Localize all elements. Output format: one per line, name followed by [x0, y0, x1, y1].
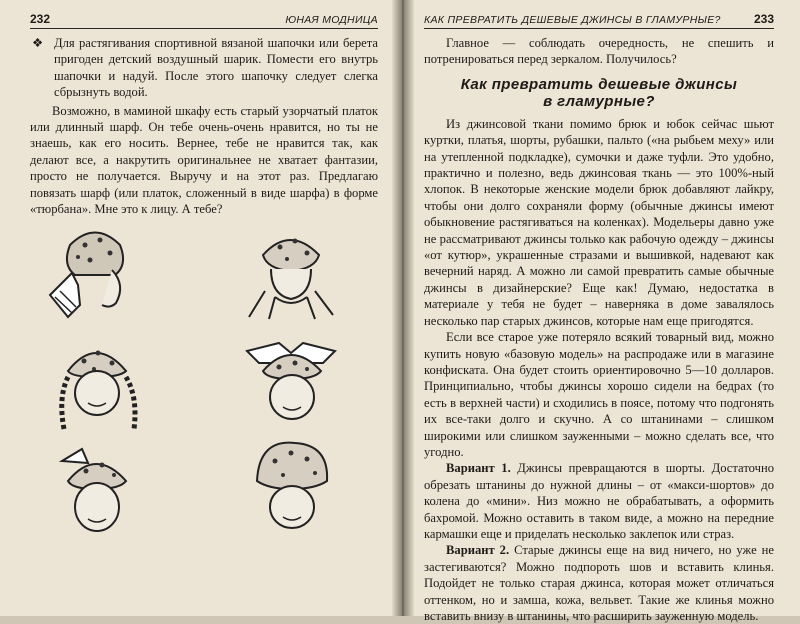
chapter-heading-line-1: Как превратить дешевые джинсы [460, 75, 738, 93]
turban-illustration-4 [235, 329, 345, 425]
bullet-mark-icon: ❖ [32, 36, 44, 50]
tip-text: Для растягивания спортивной вязаной шапочки или берета пригоден детский воздушный шарик. Помести его внутрь шапочки и надуй. После этого шапочку следует слегка сбрызнуть водой. [54, 36, 378, 100]
right-page [406, 0, 800, 623]
page-number-right: 233 [753, 12, 774, 26]
variant-1-paragraph [424, 460, 774, 542]
scarf-paragraph: Возможно, в маминой шкафу есть старый узорчатый платок или длинный шарф. Он тебе очень-очень нравится, но ты не знаешь, как его носить. Вернее, тебе не нравится так, как делают все, а накрутить оригинальнее не хватает фантазии, просто не получается. Выручу и на этот раз. Предлагаю повязать шарф (или платок, сложенный в виде шарфа) в форме «тюрбана». Мне это к лицу. А тебе? [30, 103, 378, 217]
turban-illustration-2 [235, 225, 345, 321]
chapter-heading-line-2: в гламурные? [543, 92, 655, 110]
tip-paragraph [30, 35, 378, 101]
turban-illustration-6 [235, 435, 345, 531]
variant-2-label: Вариант 2. [446, 543, 510, 558]
turban-illustration-5 [40, 441, 150, 537]
intro-paragraph: Главное — соблюдать очередность, не спешить и потренироваться перед зеркалом. Получилось? [424, 36, 774, 67]
running-head-right: КАК ПРЕВРАТИТЬ ДЕШЕВЫЕ ДЖИНСЫ В ГЛАМУРНЫЕ? [424, 14, 721, 26]
right-page-header [424, 12, 774, 29]
variant-2-text: Старые джинсы еще на вид ничего, но уже не застегиваются? Можно подпороть шов и вставить клинья. Подойдет не только старая джинса, которая может отличаться оттенком, но и замша, кожа, вельвет. Такие же клинья можно вставить внизу в штанины, что расширить зауженную модель. [424, 543, 774, 623]
variant-1-label: Вариант 1. [446, 461, 511, 476]
left-page [0, 0, 400, 616]
variant-1-text: Джинсы превращаются в шорты. Достаточно обрезать штанины до нужной длины – от «макси-шортов» до колена до «мини». Низ можно не обрабатывать, а оформить бахромой. Можно оставить в таком виде, а можно на передние кармашки еще и приделать несколько заклепок или страз. [424, 461, 774, 541]
running-head-left: ЮНАЯ МОДНИЦА [285, 14, 378, 26]
left-page-header [30, 12, 378, 29]
denim-paragraph: Из джинсовой ткани помимо брюк и юбок сейчас шьют куртки, платья, шорты, рубашки, пальто («на рыбьем меху» или на утепленной подкладке), сумочки и даже туфли. Это удобно, практично и полезно, ведь джинсовая ткань — это 100%-ный хлопок. В некоторые женские модели брюк добавляют лайкру, чтобы они долго сохраняли форму (обычные джинсы имеют обыкновение растягиваться на коленках). Модельеры давно уже не рассматривают джинсы только как рабочую одежду – джинсы «от кутюр», украшенные стразами и вышивкой, надевают как вечерний наряд. А можно ли самой превратить самые обычные джинсы в дизайнерские? Еще как! Думаю, недостатка в материале у тебя не будет – наверняка в доме завалялось несколько пар старых джинсов, которые нам еще пригодятся. [424, 116, 774, 328]
turban-illustration-3 [40, 337, 150, 433]
base-model-paragraph: Если все старое уже потеряло всякий товарный вид, можно купить новую «базовую модель» на распродаже или в магазине конфиската. Она будет стоить ориентировочно 5—10 долларов. Принципиально, чтобы джинсы хорошо сидели на бедрах (то есть в верхней части) и сходились в поясе, потому что подгонять их все-таки долго и скучно. А со штанинами – слишком широкими или слишком зауженными – можно сделать все, что угодно. [424, 330, 774, 459]
turban-illustrations [30, 225, 378, 540]
variant-2-paragraph [424, 542, 774, 624]
turban-illustration-1 [40, 225, 150, 321]
book-spine [392, 0, 414, 616]
chapter-heading [424, 76, 774, 110]
page-number-left: 232 [30, 12, 51, 26]
